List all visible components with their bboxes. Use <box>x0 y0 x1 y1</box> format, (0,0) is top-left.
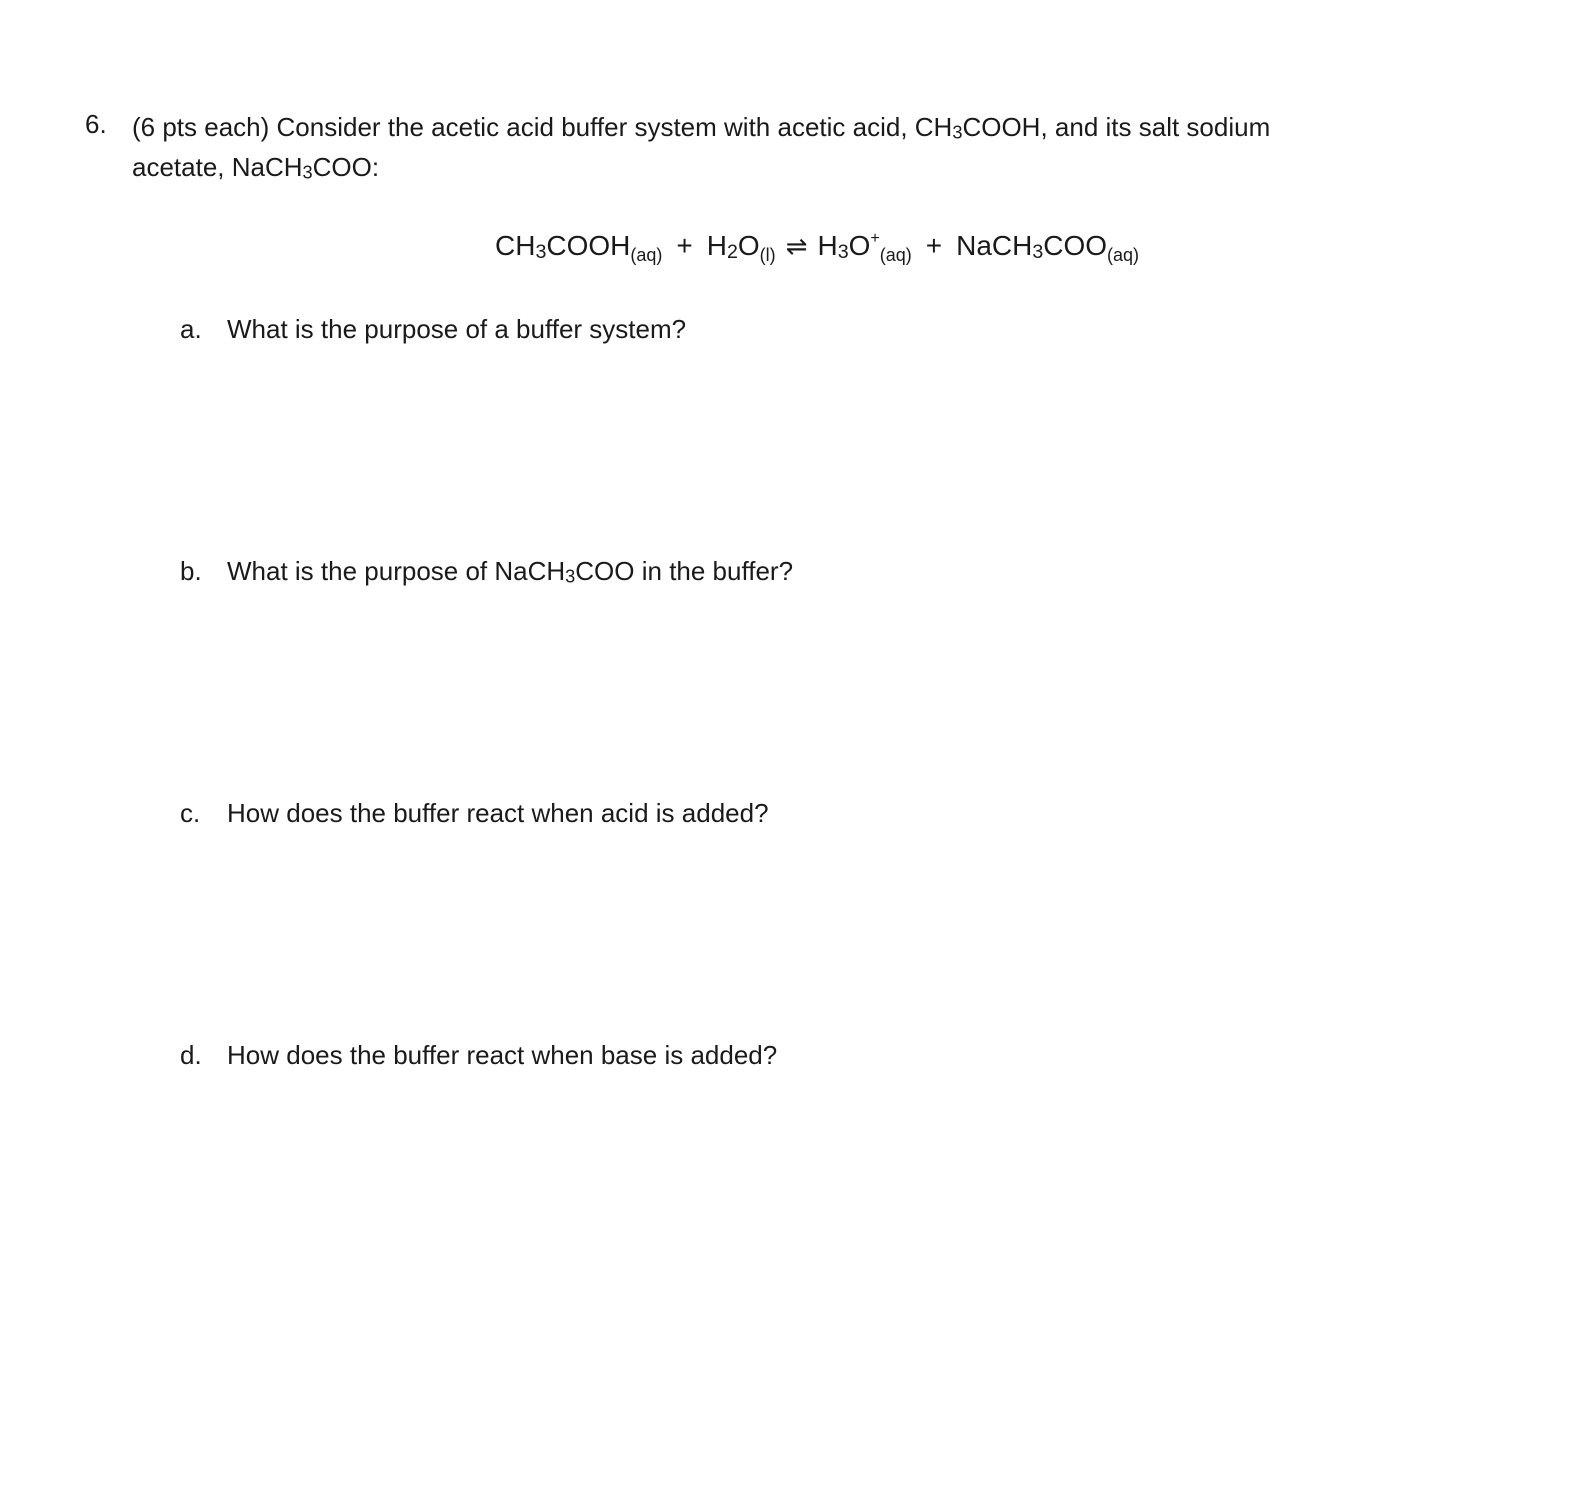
sub-question-label: a. <box>180 314 202 344</box>
intro-subscript-2: 3 <box>302 162 313 183</box>
intro-text-1: (6 pts each) Consider the acetic acid buffer system with acetic acid, CH <box>132 112 953 142</box>
product-2-subscript: 3 <box>1032 240 1044 263</box>
product-2-part-b: COO <box>1043 230 1108 261</box>
sub-question-label: c. <box>180 798 201 828</box>
sub-question-subscript: 3 <box>565 566 576 587</box>
intro-text-3: COO: <box>312 152 380 182</box>
product-1-part-b: O <box>848 230 871 261</box>
product-hydronium <box>817 230 912 265</box>
reactant-1-part-b: COOH <box>546 230 631 261</box>
sub-question-text: How does the buffer react when base is added? <box>227 1040 778 1070</box>
sub-question-label: b. <box>180 556 202 586</box>
reactant-1-part-a: CH <box>495 230 536 261</box>
sub-question-text-1: What is the purpose of NaCH <box>227 556 566 586</box>
product-1-part-a: H <box>817 230 838 261</box>
question-intro <box>132 107 1332 187</box>
intro-subscript-1: 3 <box>952 122 963 143</box>
sub-question-text-2: COO in the buffer? <box>575 556 794 586</box>
reactant-2-part-b: O <box>737 230 760 261</box>
plus-sign-1: + <box>676 230 693 261</box>
reactant-acetic-acid <box>495 230 663 265</box>
product-1-charge: + <box>870 230 880 247</box>
sub-question-text: How does the buffer react when acid is added? <box>227 798 769 828</box>
sub-question-text: What is the purpose of a buffer system? <box>227 314 687 344</box>
plus-sign-2: + <box>925 230 943 261</box>
reactant-water <box>706 230 776 265</box>
product-1-subscript: 3 <box>837 240 849 263</box>
sub-question-c <box>180 796 769 830</box>
reactant-2-phase: (l) <box>759 245 776 265</box>
reactant-2-subscript: 2 <box>726 240 738 263</box>
product-sodium-acetate <box>956 230 1140 265</box>
product-2-phase: (aq) <box>1107 245 1140 265</box>
reactant-1-subscript: 3 <box>535 240 547 263</box>
sub-question-label: d. <box>180 1040 202 1070</box>
product-2-part-a: NaCH <box>956 230 1033 261</box>
question-number: 6. <box>85 109 107 139</box>
buffer-equation <box>495 226 1139 271</box>
sub-question-b <box>180 554 793 588</box>
sub-question-d <box>180 1038 777 1072</box>
reactant-2-part-a: H <box>706 230 727 261</box>
intro-text-2: COOH, and its salt sodium acetate, NaCH <box>132 112 1271 182</box>
reactant-1-phase: (aq) <box>630 245 663 265</box>
product-1-phase: (aq) <box>879 245 912 265</box>
equilibrium-arrow-icon: ⇌ <box>785 231 808 261</box>
sub-question-a <box>180 312 686 346</box>
